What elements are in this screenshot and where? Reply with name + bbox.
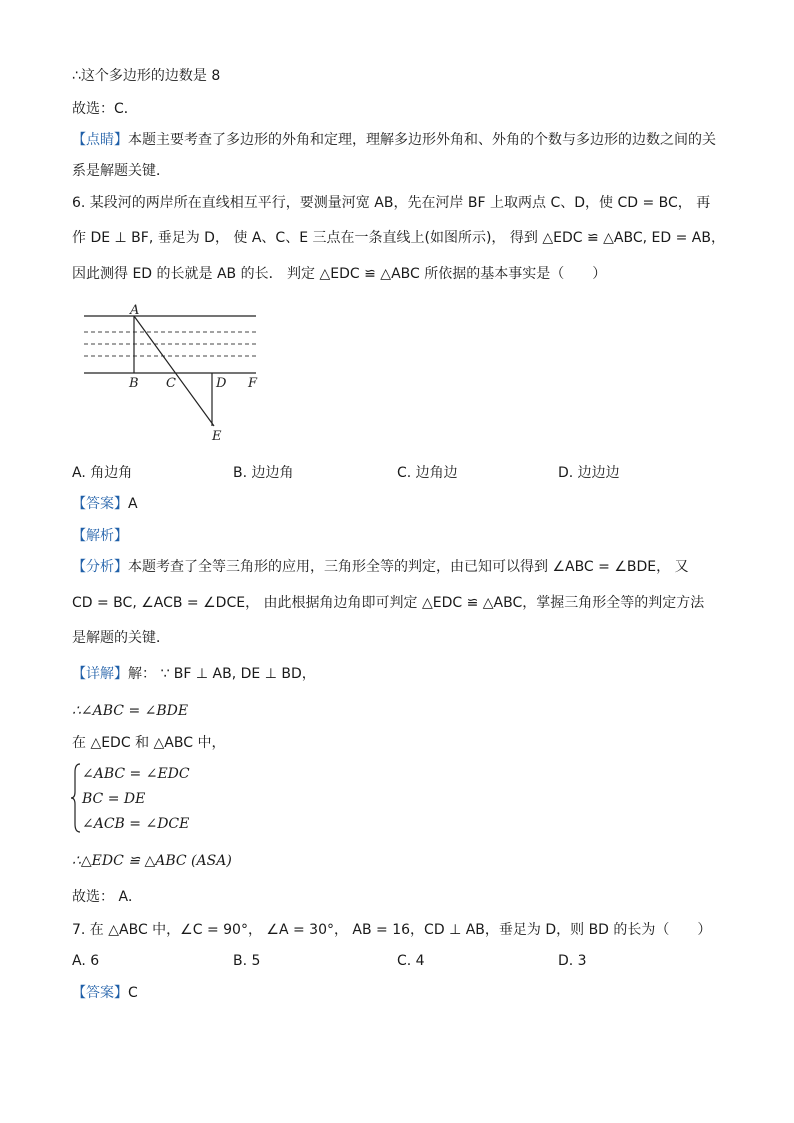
question-6-line-1: 6. 某段河的两岸所在直线相互平行，要测量河宽 AB，先在河岸 BF 上取两点 C、D，使 CD = BC， 再 (72, 195, 711, 211)
analysis-line-2: CD = BC, ∠ACB = ∠DCE， 由此根据角边角即可判定 △EDC ≌ △ABC，掌握三角形全等的判定方法 (72, 595, 705, 611)
dianjing-label: 【点睛】 (72, 132, 128, 148)
answer-7-label: 【答案】 (72, 985, 128, 1001)
detail-line-1 (72, 664, 316, 684)
analysis-label: 【分析】 (72, 559, 128, 575)
option-6-d: D. 边边边 (558, 465, 620, 481)
detail-text-1: 解： ∵ BF ⊥ AB, DE ⊥ BD， (128, 666, 316, 682)
option-7-b: B. 5 (233, 953, 261, 969)
question-7: 7. 在 △ABC 中，∠C = 90°， ∠A = 30°， AB = 16，CD ⊥ AB，垂足为 D，则 BD 的长为（ ） (72, 922, 712, 938)
select-6-line: 故选： A． (72, 889, 143, 905)
answer-7-value: C (128, 985, 138, 1001)
option-6-b: B. 边边角 (233, 465, 294, 481)
analysis-text-1: 本题考查了全等三角形的应用，三角形全等的判定，由已知可以得到 ∠ABC = ∠BDE， 又 (128, 559, 689, 575)
answer-6 (72, 494, 138, 514)
label-e: E (212, 429, 222, 444)
option-7-a: A. 6 (72, 953, 100, 969)
label-a: A (130, 303, 140, 318)
jiexi-label: 【解析】 (72, 528, 128, 544)
line-conclusion: ∴这个多边形的边数是 8 (72, 68, 221, 84)
answer-6-label: 【答案】 (72, 496, 128, 512)
option-7-c: C. 4 (397, 953, 425, 969)
system-brace-icon (70, 762, 82, 834)
system-line-1: ∠ABC = ∠EDC (82, 766, 190, 782)
conclusion-line: ∴△EDC ≌ △ABC (ASA) (72, 853, 232, 869)
system-line-2: BC = DE (82, 791, 146, 807)
option-6-c: C. 边角边 (397, 465, 458, 481)
answer-6-value: A (128, 496, 138, 512)
answer-7 (72, 983, 138, 1003)
label-f: F (248, 376, 258, 391)
line-select: 故选：C． (72, 101, 138, 117)
detail-line-2: ∴∠ABC = ∠BDE (72, 703, 189, 719)
detail-line-3: 在 △EDC 和 △ABC 中， (72, 735, 226, 751)
option-6-a: A. 角边角 (72, 465, 133, 481)
line-dianjing (72, 130, 716, 150)
option-7-d: D. 3 (558, 953, 587, 969)
detail-label: 【详解】 (72, 666, 128, 682)
analysis-line-1 (72, 557, 689, 577)
river-figure (80, 300, 280, 450)
line-dianjing-2: 系是解题关键． (72, 163, 170, 179)
label-c: C (166, 376, 176, 391)
question-6-line-3: 因此测得 ED 的长就是 AB 的长． 判定 △EDC ≌ △ABC 所依据的基本事实是（ ） (72, 266, 607, 282)
system-line-3: ∠ACB = ∠DCE (82, 816, 190, 832)
label-d: D (216, 376, 227, 391)
label-b: B (129, 376, 139, 391)
dianjing-text: 本题主要考查了多边形的外角和定理，理解多边形外角和、外角的个数与多边形的边数之间的关 (128, 132, 716, 148)
question-6-line-2: 作 DE ⊥ BF, 垂足为 D， 使 A、C、E 三点在一条直线上(如图所示)， 得到 △EDC ≌ △ABC, ED = AB， (72, 230, 725, 246)
analysis-line-3: 是解题的关键． (72, 630, 170, 646)
